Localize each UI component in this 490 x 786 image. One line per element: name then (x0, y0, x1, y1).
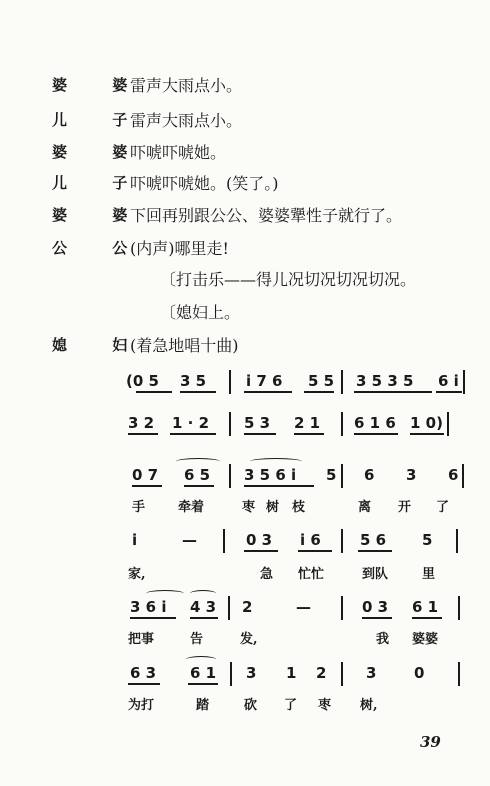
lyric: 我 (376, 632, 390, 647)
note-group: 2 (242, 598, 253, 616)
bar-line (341, 529, 343, 553)
slur (146, 590, 184, 597)
role-name: 婆 婆 (52, 143, 148, 161)
underline (128, 683, 160, 685)
stage-direction: 〔打击乐——得儿况切况切况切况。 (160, 270, 417, 289)
dialogue-line (0, 170, 490, 196)
note-group: 3 (246, 664, 257, 682)
note-group: 6 (448, 466, 459, 484)
note-group: — (182, 531, 197, 549)
bar-line (230, 662, 232, 686)
dialogue-text: 雷声大雨点小。 (130, 76, 243, 95)
note-group: 3 5 6 i (244, 466, 297, 484)
note-group: (0 5 (126, 372, 159, 390)
lyric: 开 (398, 500, 412, 515)
dialogue-text: 雷声大雨点小。 (130, 111, 243, 130)
lyric: 告 (190, 632, 204, 647)
dialogue-line (0, 235, 490, 261)
note-group: 1 · 2 (172, 414, 210, 432)
role-name: 媳 妇 (52, 336, 148, 354)
note-group: 3 (366, 664, 377, 682)
bar-line (456, 529, 458, 553)
bar-line (341, 370, 343, 394)
note-group: 3 5 (180, 372, 207, 390)
lyric: 到队 (362, 567, 389, 582)
underline (298, 550, 332, 552)
underline (180, 391, 216, 393)
slur (190, 590, 216, 597)
underline (244, 433, 276, 435)
lyric: 树, (360, 698, 378, 713)
bar-line (341, 596, 343, 620)
note-group: 2 (316, 664, 327, 682)
note-group: 0 (414, 664, 425, 682)
note-group: 5 6 (360, 531, 387, 549)
note-group: 6 3 (130, 664, 157, 682)
note-group: 5 (326, 466, 337, 484)
lyric: 离 (358, 500, 372, 515)
underline (354, 391, 432, 393)
note-group: 4 3 (190, 598, 217, 616)
slur (186, 656, 216, 663)
underline (184, 485, 214, 487)
dialogue-text: 下回再别跟公公、婆婆犟性子就行了。 (130, 206, 403, 225)
note-group: 3 (406, 466, 417, 484)
role-name: 公 公 (52, 239, 148, 257)
role-name: 儿 子 (52, 111, 148, 129)
dialogue-line (0, 72, 490, 98)
note-group: i 7 6 (246, 372, 283, 390)
dialogue-text: 吓唬吓唬她。 (130, 143, 227, 162)
bar-line (341, 464, 343, 488)
page-number: 39 (420, 733, 441, 751)
lyric: 踏 (196, 698, 210, 713)
dialogue-text: (内声)哪里走! (130, 239, 229, 258)
lyrics-row-5 (126, 628, 476, 652)
bar-line (229, 464, 231, 488)
note-group: 3 5 3 5 (356, 372, 414, 390)
role-name: 儿 子 (52, 174, 148, 192)
bar-line (229, 370, 231, 394)
underline (410, 433, 444, 435)
slur (176, 458, 220, 465)
note-group: 5 5 (308, 372, 335, 390)
underline (412, 617, 442, 619)
underline (190, 617, 218, 619)
underline (436, 391, 462, 393)
underline (132, 485, 162, 487)
song-intro-text: (着急地唱十曲) (130, 336, 239, 355)
lyric: 枣 (242, 500, 256, 515)
underline (136, 391, 172, 393)
dialogue-line (0, 202, 490, 228)
underline (188, 683, 218, 685)
note-group: 1 (286, 664, 297, 682)
bar-line (223, 529, 225, 553)
note-group: 0 3 (362, 598, 389, 616)
note-group: 1 0) (410, 414, 443, 432)
bar-line (229, 412, 231, 436)
note-group: 5 (422, 531, 433, 549)
role-name: 婆 婆 (52, 206, 148, 224)
underline (130, 617, 176, 619)
bar-line (458, 662, 460, 686)
underline (362, 617, 392, 619)
note-group: 0 7 (132, 466, 159, 484)
stage-direction: 〔媳妇上。 (160, 303, 241, 322)
lyric: 里 (422, 567, 436, 582)
lyric: 树 (266, 500, 280, 515)
score-row-2 (126, 414, 476, 444)
note-group: 6 1 (190, 664, 217, 682)
lyric: 手 (132, 500, 146, 515)
lyric: 枣 (318, 698, 332, 713)
note-group: 6 1 6 (354, 414, 396, 432)
underline (128, 433, 158, 435)
underline (244, 550, 278, 552)
note-group: i 6 (300, 531, 321, 549)
note-group: 6 1 (412, 598, 439, 616)
lyric: 发, (240, 632, 258, 647)
bar-line (447, 412, 449, 436)
lyric: 牵着 (178, 500, 205, 515)
bar-line (341, 412, 343, 436)
note-group: 3 2 (128, 414, 155, 432)
lyric: 了 (436, 500, 450, 515)
slur (250, 458, 302, 465)
score-row-6 (126, 664, 476, 694)
underline (244, 485, 314, 487)
score-row-4 (126, 531, 476, 561)
lyric: 把事 (128, 632, 155, 647)
bar-line (463, 370, 465, 394)
underline (354, 433, 398, 435)
lyric: 枝 (292, 500, 306, 515)
dialogue-line (0, 139, 490, 165)
score-row-5 (126, 598, 476, 628)
lyric: 忙忙 (298, 567, 325, 582)
lyrics-row-3 (126, 496, 476, 520)
score-row-1 (126, 372, 476, 402)
score-row-3 (126, 466, 476, 496)
note-group: 2 1 (294, 414, 321, 432)
lyrics-row-6 (126, 694, 476, 718)
underline (170, 433, 216, 435)
note-group: 6 5 (184, 466, 211, 484)
dialogue-line (0, 107, 490, 133)
bar-line (341, 662, 343, 686)
bar-line (228, 596, 230, 620)
lyric: 家, (128, 567, 146, 582)
underline (304, 391, 334, 393)
bar-line (462, 464, 464, 488)
role-name: 婆 婆 (52, 76, 148, 94)
lyrics-row-4 (126, 563, 476, 587)
note-group: 3 6 i (130, 598, 167, 616)
underline (358, 550, 392, 552)
lyric: 婆婆 (412, 632, 439, 647)
note-group: 6 (364, 466, 375, 484)
song-intro-line (0, 332, 490, 358)
bar-line (458, 596, 460, 620)
lyric: 为打 (128, 698, 155, 713)
dialogue-text: 吓唬吓唬她。(笑了。) (130, 174, 279, 193)
lyric: 急 (260, 567, 274, 582)
underline (244, 391, 292, 393)
note-group: — (296, 598, 311, 616)
lyric: 砍 (244, 698, 258, 713)
note-group: 0 3 (246, 531, 273, 549)
lyric: 了 (284, 698, 298, 713)
underline (294, 433, 324, 435)
note-group: 5 3 (244, 414, 271, 432)
note-group: i (132, 531, 138, 549)
note-group: 6 i (438, 372, 459, 390)
